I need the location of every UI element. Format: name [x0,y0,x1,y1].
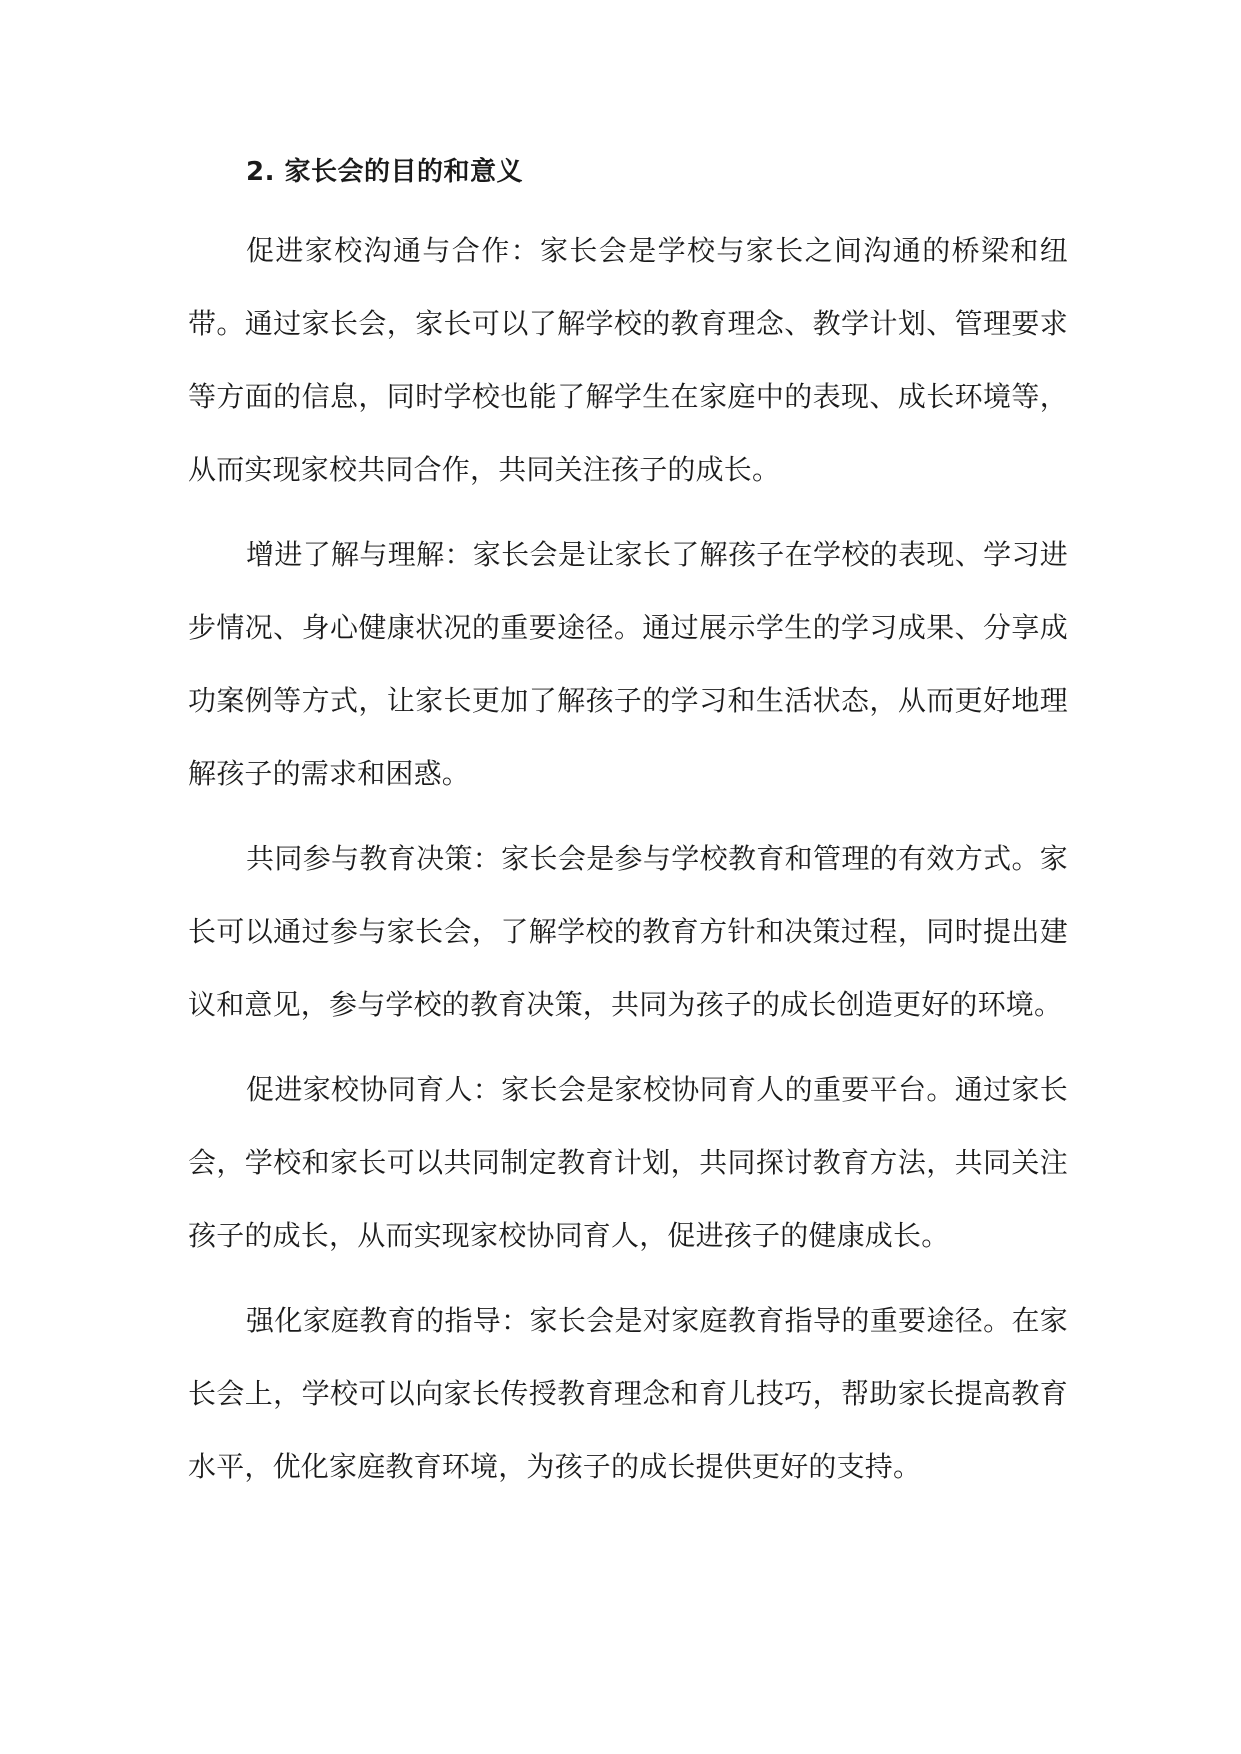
paragraph-communication: 促进家校沟通与合作：家长会是学校与家长之间沟通的桥梁和纽带。通过家长会，家长可以了解学校的教育理念、教学计划、管理要求等方面的信息，同时学校也能了解学生在家庭中的表现、成长环境等，从而实现家校共同合作，共同关注孩子的成长。 [188,234,1068,486]
paragraph-collaboration: 促进家校协同育人：家长会是家校协同育人的重要平台。通过家长会，学校和家长可以共同制定教育计划，共同探讨教育方法，共同关注孩子的成长，从而实现家校协同育人，促进孩子的健康成长。 [188,1073,1068,1252]
section-heading: 2. 家长会的目的和意义 [246,157,524,187]
paragraph-decision-making: 共同参与教育决策：家长会是参与学校教育和管理的有效方式。家长可以通过参与家长会，了解学校的教育方针和决策过程，同时提出建议和意见，参与学校的教育决策，共同为孩子的成长创造更好的环境。 [188,842,1068,1021]
paragraph-family-guidance: 强化家庭教育的指导：家长会是对家庭教育指导的重要途径。在家长会上，学校可以向家长传授教育理念和育儿技巧，帮助家长提高教育水平，优化家庭教育环境，为孩子的成长提供更好的支持。 [188,1304,1068,1483]
paragraph-understanding: 增进了解与理解：家长会是让家长了解孩子在学校的表现、学习进步情况、身心健康状况的重要途径。通过展示学生的学习成果、分享成功案例等方式，让家长更加了解孩子的学习和生活状态，从而更好地理解孩子的需求和困惑。 [188,538,1068,790]
document-body [188,142,1068,1503]
